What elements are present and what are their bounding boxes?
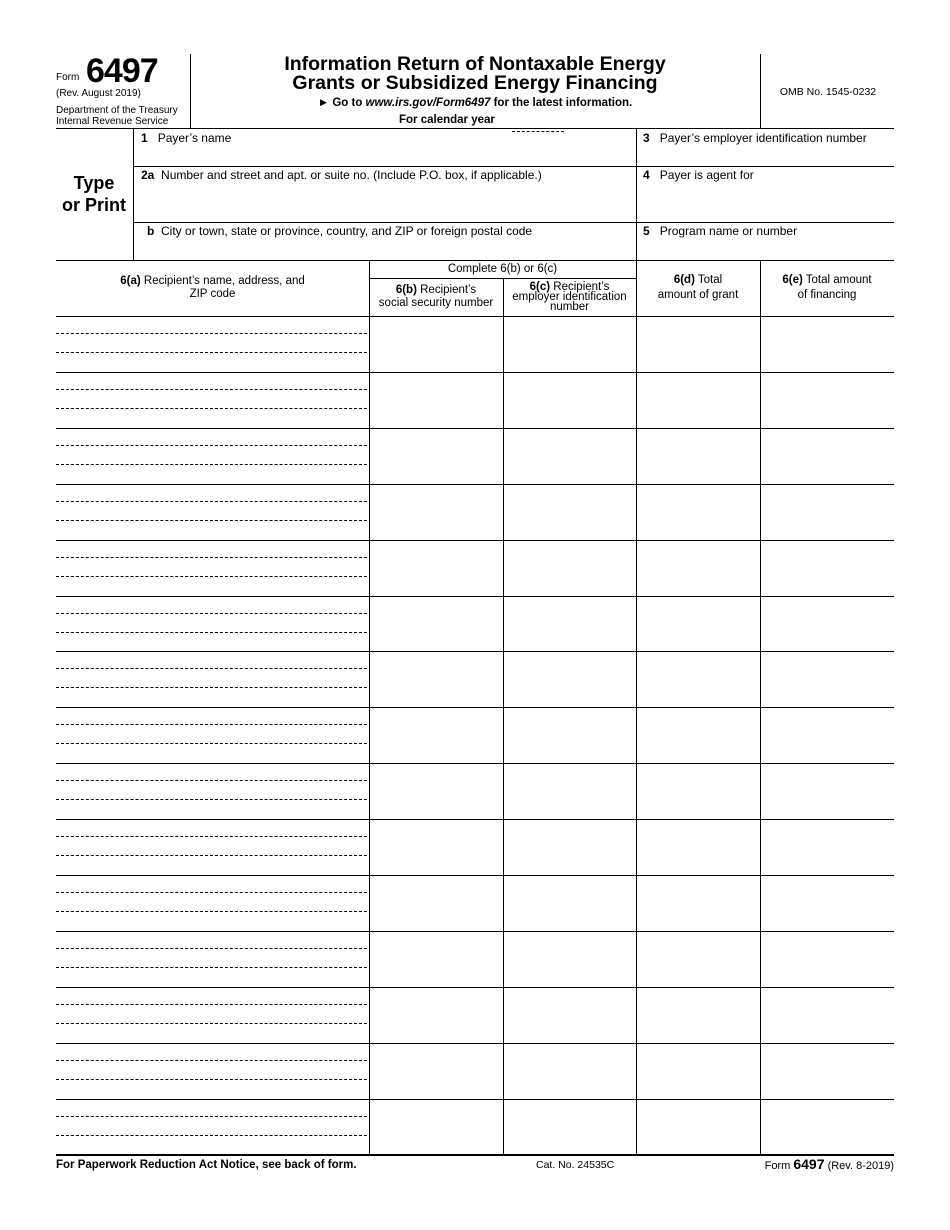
box-2a-text: Number and street and apt. or suite no. (Include P.O. box, if applicable.): [161, 168, 542, 182]
paperwork-notice: For Paperwork Reduction Act Notice, see back of form.: [56, 1159, 357, 1171]
col-6d-text2: amount of grant: [657, 289, 739, 301]
recipient-ssn-input[interactable]: [372, 781, 504, 801]
box-1-number: 1: [141, 131, 148, 145]
col-6b-text2: social security number: [378, 297, 494, 309]
recipient-address-line: [56, 632, 367, 633]
recipient-address-line: [56, 1135, 367, 1136]
recipient-address-line: [56, 967, 367, 968]
recipient-name-input[interactable]: [58, 653, 370, 669]
col-6e-header: [760, 273, 894, 303]
recipient-name-input[interactable]: [58, 318, 370, 334]
col-6e-text1: Total amount: [802, 274, 872, 286]
recipient-ssn-input[interactable]: [372, 949, 504, 969]
recipient-ein-input[interactable]: [506, 1061, 637, 1081]
col-6c-num: 6(c): [529, 281, 551, 293]
form-title: [192, 55, 758, 93]
recipient-address-line: [56, 1079, 367, 1080]
header-divider-right: [760, 54, 761, 128]
recipient-name-input[interactable]: [58, 989, 370, 1005]
footer-form-word: Form: [764, 1160, 791, 1172]
recipient-ssn-input[interactable]: [372, 558, 504, 578]
col-6b-header: [369, 284, 503, 310]
box-5-number: 5: [643, 224, 650, 238]
table-row-rule: [56, 540, 894, 541]
col-6a-header: [56, 275, 369, 301]
financing-amount-input[interactable]: [763, 502, 895, 522]
table-top-rule: [56, 260, 894, 261]
recipient-address-line: [56, 687, 367, 688]
recipient-ssn-input[interactable]: [372, 1005, 504, 1025]
box-3-label: [643, 131, 867, 145]
recipient-name-input[interactable]: [58, 598, 370, 614]
grant-amount-input[interactable]: [639, 1005, 761, 1025]
recipient-ssn-input[interactable]: [372, 614, 504, 634]
payer-agent-input[interactable]: [642, 190, 894, 220]
recipient-ssn-input[interactable]: [372, 334, 504, 354]
recipient-name-input[interactable]: [58, 1045, 370, 1061]
col-6b-header-line1: [369, 284, 503, 297]
table-row-rule: [56, 987, 894, 988]
table-row-rule: [56, 1099, 894, 1100]
recipient-address-line: [56, 799, 367, 800]
payer-row-rule-1: [133, 166, 894, 167]
or-print-label: or Print: [61, 195, 126, 215]
box-4-number: 4: [643, 168, 650, 182]
col-6a-text1: Recipient’s name, address, and: [140, 275, 305, 287]
calendar-year-label: For calendar year: [399, 114, 495, 126]
recipient-name-input[interactable]: [58, 709, 370, 725]
table-row-rule: [56, 372, 894, 373]
col-6d-num: 6(d): [673, 274, 695, 286]
table-row-rule: [56, 707, 894, 708]
instructions-link-line: [192, 97, 758, 109]
financing-amount-input[interactable]: [763, 390, 895, 410]
table-row-rule: [56, 763, 894, 764]
grant-amount-input[interactable]: [639, 558, 761, 578]
table-row-rule: [56, 931, 894, 932]
col-6e-num: 6(e): [782, 274, 803, 286]
box-1-text: Payer’s name: [157, 131, 232, 145]
recipient-ssn-input[interactable]: [372, 725, 504, 745]
payer-section-top-rule: [56, 128, 894, 129]
box-2b-number: b: [147, 224, 155, 238]
recipient-address-line: [56, 464, 367, 465]
recipient-ssn-input[interactable]: [372, 893, 504, 913]
recipient-ein-input[interactable]: [506, 1117, 637, 1137]
recipient-ein-input[interactable]: [506, 725, 637, 745]
financing-amount-input[interactable]: [763, 725, 895, 745]
financing-amount-input[interactable]: [763, 669, 895, 689]
form-label: Form: [56, 72, 80, 83]
recipient-ein-input[interactable]: [506, 334, 637, 354]
footer-revision: (Rev. 8-2019): [827, 1160, 894, 1172]
recipient-address-line: [56, 743, 367, 744]
box-2b-label: [147, 224, 532, 238]
financing-amount-input[interactable]: [763, 446, 895, 466]
col-6a-num: 6(a): [120, 275, 141, 287]
recipient-name-input[interactable]: [58, 1101, 370, 1117]
grant-amount-input[interactable]: [639, 334, 761, 354]
box-4-label: [643, 168, 754, 182]
recipient-ein-input[interactable]: [506, 781, 637, 801]
department-name: [56, 105, 178, 127]
grant-amount-input[interactable]: [639, 390, 761, 410]
recipient-name-input[interactable]: [58, 765, 370, 781]
type-print-divider: [133, 128, 134, 260]
grant-amount-input[interactable]: [639, 837, 761, 857]
goto-prefix: ► Go to: [317, 97, 366, 109]
box-2b-text: City or town, state or province, country, and ZIP or foreign postal code: [161, 224, 533, 238]
type-or-print-label: [56, 172, 132, 216]
table-row-rule: [56, 819, 894, 820]
col-6a-header-line1: [56, 275, 369, 288]
title-line-2: Grants or Subsidized Energy Financing: [292, 72, 658, 94]
payer-column-divider: [636, 128, 637, 260]
recipient-ein-input[interactable]: [506, 502, 637, 522]
recipient-ein-input[interactable]: [506, 446, 637, 466]
grant-amount-input[interactable]: [639, 1117, 761, 1137]
grant-amount-input[interactable]: [639, 725, 761, 745]
box-3-number: 3: [643, 131, 650, 145]
payer-name-input[interactable]: [140, 146, 634, 166]
recipient-name-input[interactable]: [58, 877, 370, 893]
col-6e-text2: of financing: [797, 289, 857, 301]
recipient-ssn-input[interactable]: [372, 837, 504, 857]
col-6c-header: [503, 282, 636, 312]
grant-amount-input[interactable]: [639, 949, 761, 969]
table-row-rule: [56, 1043, 894, 1044]
recipient-ssn-input[interactable]: [372, 669, 504, 689]
recipient-ssn-input[interactable]: [372, 390, 504, 410]
recipient-address-line: [56, 408, 367, 409]
type-label: Type: [73, 173, 115, 193]
recipient-address-line: [56, 520, 367, 521]
box-5-text: Program name or number: [659, 224, 798, 238]
financing-amount-input[interactable]: [763, 781, 895, 801]
col-6c-text1: Recipient’s: [550, 281, 610, 293]
grant-amount-input[interactable]: [639, 446, 761, 466]
col-6e-header-line1: [760, 273, 894, 288]
financing-amount-input[interactable]: [763, 837, 895, 857]
department-line: Department of the Treasury: [56, 105, 178, 116]
financing-amount-input[interactable]: [763, 893, 895, 913]
col-6a-text2: ZIP code: [189, 288, 236, 300]
grant-amount-input[interactable]: [639, 502, 761, 522]
program-input[interactable]: [642, 240, 894, 260]
box-1-label: [141, 131, 231, 145]
table-row-rule: [56, 428, 894, 429]
payer-street-input[interactable]: [140, 190, 634, 220]
catalog-number: Cat. No. 24535C: [536, 1159, 615, 1171]
payer-city-input[interactable]: [140, 240, 634, 260]
omb-number: OMB No. 1545-0232: [779, 86, 877, 98]
recipient-address-line: [56, 352, 367, 353]
col-6c-text2: employer identification: [512, 291, 627, 303]
calendar-year-input[interactable]: [512, 116, 564, 132]
recipient-ssn-input[interactable]: [372, 1117, 504, 1137]
recipient-ssn-input[interactable]: [372, 446, 504, 466]
col-6b-num: 6(b): [395, 284, 417, 296]
col-6d-text1: Total: [694, 274, 723, 286]
recipient-ein-input[interactable]: [506, 1005, 637, 1025]
recipient-name-input[interactable]: [58, 542, 370, 558]
footer-form-number: 6497: [793, 1156, 825, 1172]
recipient-address-line: [56, 911, 367, 912]
footer-form-id: [700, 1156, 894, 1172]
irs-url-link[interactable]: www.irs.gov/Form6497: [365, 97, 491, 109]
recipient-ssn-input[interactable]: [372, 502, 504, 522]
header-divider-left: [190, 54, 191, 128]
table-row-rule: [56, 875, 894, 876]
goto-suffix: for the latest information.: [490, 97, 633, 109]
recipient-ssn-input[interactable]: [372, 1061, 504, 1081]
grant-amount-input[interactable]: [639, 893, 761, 913]
complete-6b-or-6c-note: Complete 6(b) or 6(c): [447, 263, 558, 275]
box-2a-label: [141, 168, 542, 182]
payer-row-rule-2: [133, 222, 894, 223]
form-number: 6497: [86, 52, 158, 90]
table-header-bottom-rule: [56, 316, 894, 317]
recipient-address-line: [56, 1023, 367, 1024]
col-6b-text1: Recipient’s: [416, 284, 477, 296]
recipient-ein-input[interactable]: [506, 669, 637, 689]
financing-amount-input[interactable]: [763, 1117, 895, 1137]
recipient-ein-input[interactable]: [506, 949, 637, 969]
box-4-text: Payer is agent for: [659, 168, 754, 182]
table-row-rule: [56, 596, 894, 597]
recipient-name-input[interactable]: [58, 821, 370, 837]
financing-amount-input[interactable]: [763, 614, 895, 634]
recipient-name-input[interactable]: [58, 374, 370, 390]
recipient-ein-input[interactable]: [506, 837, 637, 857]
revision-date: (Rev. August 2019): [56, 88, 141, 99]
col-6d-header: [636, 273, 760, 303]
financing-amount-input[interactable]: [763, 1061, 895, 1081]
recipient-address-line: [56, 576, 367, 577]
financing-amount-input[interactable]: [763, 1005, 895, 1025]
recipient-name-input[interactable]: [58, 430, 370, 446]
box-5-label: [643, 224, 797, 238]
table-row-rule: [56, 651, 894, 652]
agency-line: Internal Revenue Service: [56, 116, 169, 127]
recipient-name-input[interactable]: [58, 486, 370, 502]
payer-ein-input[interactable]: [642, 146, 894, 166]
title-line-1: Information Return of Nontaxable Energy: [284, 53, 666, 75]
table-row-rule: [56, 484, 894, 485]
financing-amount-input[interactable]: [763, 334, 895, 354]
recipient-ein-input[interactable]: [506, 390, 637, 410]
grant-amount-input[interactable]: [639, 669, 761, 689]
recipient-ein-input[interactable]: [506, 614, 637, 634]
box-3-text: Payer’s employer identification number: [659, 131, 867, 145]
grant-amount-input[interactable]: [639, 614, 761, 634]
grant-amount-input[interactable]: [639, 1061, 761, 1081]
grant-amount-input[interactable]: [639, 781, 761, 801]
complete-note-rule: [369, 278, 636, 279]
recipient-address-line: [56, 855, 367, 856]
financing-amount-input[interactable]: [763, 558, 895, 578]
recipient-name-input[interactable]: [58, 933, 370, 949]
col-6d-header-line1: [636, 273, 760, 288]
financing-amount-input[interactable]: [763, 949, 895, 969]
recipient-ein-input[interactable]: [506, 893, 637, 913]
recipient-ein-input[interactable]: [506, 558, 637, 578]
col-6c-text3: number: [550, 301, 589, 313]
box-2a-number: 2a: [141, 168, 155, 182]
